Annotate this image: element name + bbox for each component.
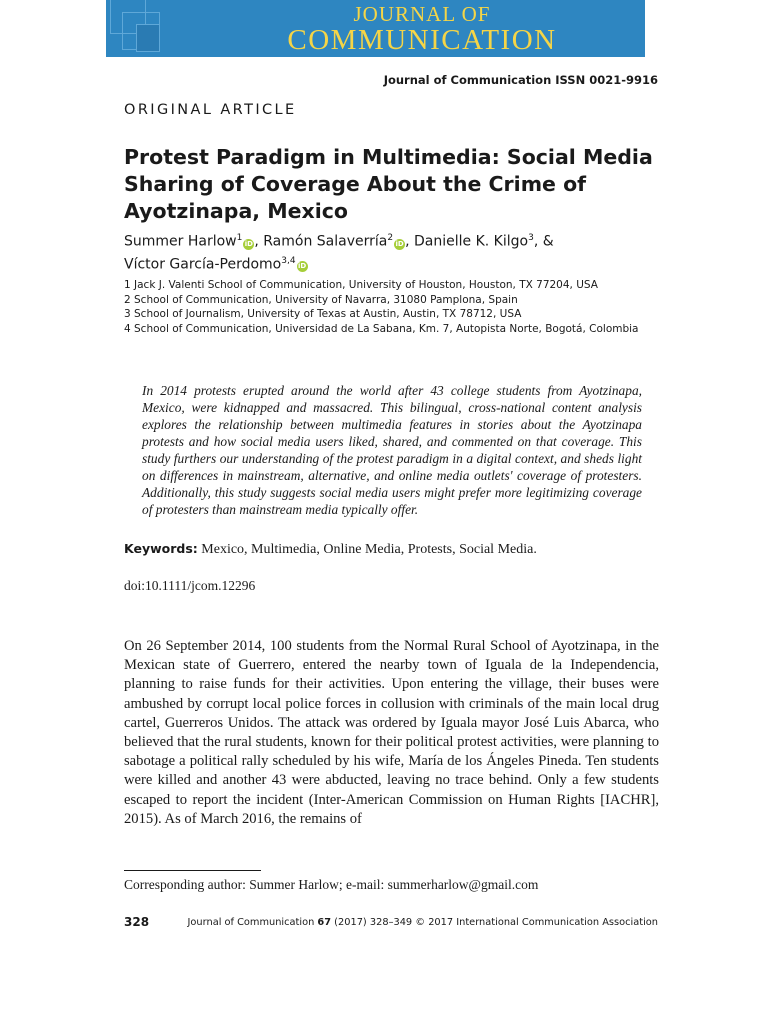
section-label: ORIGINAL ARTICLE <box>124 102 297 118</box>
masthead-title-line2: COMMUNICATION <box>287 24 557 56</box>
footer-journal: Journal of Communication <box>187 917 318 928</box>
abstract: In 2014 protests erupted around the world after 43 college students from Ayotzinapa, Mexico, were kidnapped and massacred. This bilingual, cross-national content analysis explores the relationship between multimedia features in stories about the Ayotzinapa protests and how social media users liked, shared, and commented on that coverage. This study furthers our understanding of the protest paradigm in a digital context, and sheds light on differences in mainstream, alternative, and online media outlets' coverage of protesters. Additionally, this study suggests social media users might prefer more legitimizing coverage of protesters than mainstream media typically offer. <box>142 383 642 517</box>
affiliation-marker: 2 <box>387 233 394 243</box>
affiliation-marker: 3 <box>528 233 534 243</box>
author-name[interactable]: Ramón Salaverría <box>263 233 388 250</box>
keywords <box>124 541 537 558</box>
masthead-title-line1: JOURNAL OF <box>353 2 491 26</box>
author-separator: , <box>405 233 414 250</box>
journal-masthead <box>106 0 645 57</box>
affiliation-item: 2 School of Communication, University of Navarra, 31080 Pamplona, Spain <box>124 293 518 306</box>
footer-citation: (2017) 328–349 © 2017 International Communication Association <box>331 917 658 928</box>
affiliation-item: 1 Jack J. Valenti School of Communication, University of Houston, Houston, TX 77204, USA <box>124 279 598 291</box>
footer-volume: 67 <box>317 917 332 928</box>
page-number: 328 <box>124 915 150 929</box>
author-separator: , <box>254 233 264 250</box>
orcid-icon[interactable]: iD <box>395 239 404 248</box>
keywords-value: Mexico, Multimedia, Online Media, Protests, Social Media. <box>201 542 537 557</box>
orcid-icon[interactable]: iD <box>297 262 307 271</box>
affiliation-marker: 3,4 <box>281 255 296 266</box>
author-name[interactable]: Víctor García-Perdomo <box>124 256 282 273</box>
masthead-logo-squares <box>106 0 172 57</box>
affiliation-item: 3 School of Journalism, University of Texas at Austin, Austin, TX 78712, USA <box>124 308 522 321</box>
keywords-label: Keywords: <box>124 541 198 556</box>
author-list <box>124 229 664 274</box>
journal-issn: Journal of Communication ISSN 0021-9916 <box>383 73 658 87</box>
orcid-icon[interactable]: iD <box>244 239 253 248</box>
affiliation-item: 4 School of Communication, Universidad de La Sabana, Km. 7, Autopista Norte, Bogotá, Colombia <box>124 322 639 335</box>
article-title: Protest Paradigm in Multimedia: Social Media Sharing of Coverage About the Crime of Ayotzinapa, Mexico <box>124 145 653 223</box>
body-paragraph: On 26 September 2014, 100 students from the Normal Rural School of Ayotzinapa, in the Mexican state of Guerrero, entered the nearby town of Iguala de la Independencia, planning to raise funds for their activities. Upon entering the village, their buses were ambushed by corrupt local police forces in collusion with criminals of the main local drug cartel, Guerreros Unidos. The attack was ordered by Iguala mayor José Luis Abarca, who believed that the rural students, known for their political protest activities, were planning to sabotage a political rally scheduled by his wife, María de los Ángeles Pineda. Ten students were killed and another 43 were abducted, leaving no trace behind. Only a few students escaped to report the incident (Inter-American Commission on Human Rights [IACHR], 2015). As of March 2016, the remains of <box>124 638 659 827</box>
affiliations <box>124 278 664 336</box>
author-name[interactable]: Danielle K. Kilgo <box>414 233 529 250</box>
author-name[interactable]: Summer Harlow <box>124 233 237 250</box>
doi-link[interactable]: doi:10.1111/jcom.12296 <box>124 578 256 593</box>
author-separator: , & <box>533 233 554 250</box>
corresponding-author-footnote: Corresponding author: Summer Harlow; e-mail: summerharlow@gmail.com <box>124 877 539 892</box>
running-footer <box>188 917 658 928</box>
affiliation-marker: 1 <box>236 233 243 243</box>
footnote-divider <box>124 870 261 871</box>
